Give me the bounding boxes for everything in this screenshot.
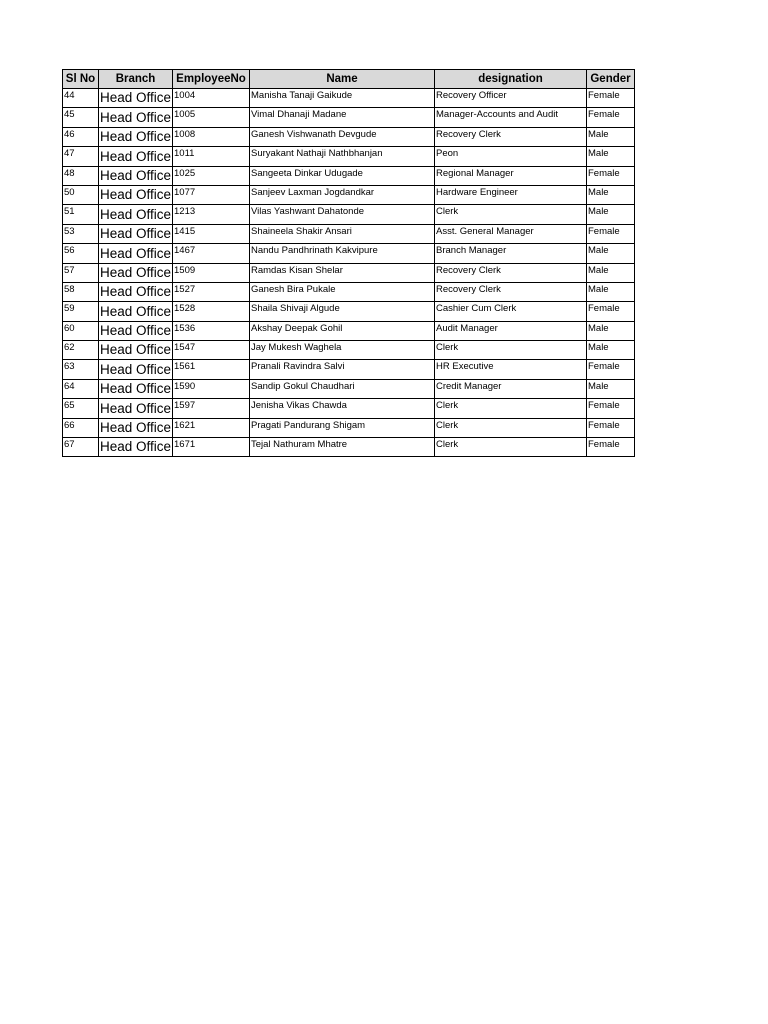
- cell-employee-no: 1025: [173, 166, 250, 185]
- cell-branch: Head Office: [99, 108, 173, 127]
- cell-gender: Female: [587, 438, 635, 457]
- cell-sl-no: 46: [63, 127, 99, 146]
- cell-gender: Male: [587, 282, 635, 301]
- cell-gender: Female: [587, 108, 635, 127]
- cell-name: Sanjeev Laxman Jogdandkar: [250, 185, 435, 204]
- header-row: [63, 70, 635, 89]
- cell-branch: Head Office: [99, 282, 173, 301]
- cell-sl-no: 64: [63, 379, 99, 398]
- cell-designation: HR Executive: [435, 360, 587, 379]
- table-row: [63, 147, 635, 166]
- cell-branch: Head Office: [99, 185, 173, 204]
- cell-sl-no: 51: [63, 205, 99, 224]
- cell-branch: Head Office: [99, 399, 173, 418]
- cell-name: Jay Mukesh Waghela: [250, 341, 435, 360]
- cell-gender: Male: [587, 205, 635, 224]
- cell-gender: Female: [587, 302, 635, 321]
- cell-employee-no: 1077: [173, 185, 250, 204]
- cell-sl-no: 58: [63, 282, 99, 301]
- table-row: [63, 302, 635, 321]
- cell-designation: Recovery Clerk: [435, 127, 587, 146]
- cell-employee-no: 1621: [173, 418, 250, 437]
- table-row: [63, 399, 635, 418]
- cell-gender: Female: [587, 360, 635, 379]
- cell-employee-no: 1008: [173, 127, 250, 146]
- cell-name: Ganesh Vishwanath Devgude: [250, 127, 435, 146]
- table-row: [63, 418, 635, 437]
- cell-sl-no: 59: [63, 302, 99, 321]
- cell-branch: Head Office: [99, 224, 173, 243]
- header-gender: Gender: [587, 70, 635, 89]
- table-header: [63, 70, 635, 89]
- cell-branch: Head Office: [99, 205, 173, 224]
- cell-employee-no: 1547: [173, 341, 250, 360]
- cell-sl-no: 50: [63, 185, 99, 204]
- cell-designation: Clerk: [435, 205, 587, 224]
- table-row: [63, 263, 635, 282]
- cell-name: Sangeeta Dinkar Udugade: [250, 166, 435, 185]
- employee-table: [62, 69, 635, 457]
- cell-gender: Male: [587, 379, 635, 398]
- cell-name: Ramdas Kisan Shelar: [250, 263, 435, 282]
- table-row: [63, 341, 635, 360]
- table-row: [63, 244, 635, 263]
- cell-gender: Male: [587, 321, 635, 340]
- cell-gender: Female: [587, 89, 635, 108]
- cell-designation: Asst. General Manager: [435, 224, 587, 243]
- cell-designation: Clerk: [435, 418, 587, 437]
- cell-employee-no: 1536: [173, 321, 250, 340]
- cell-name: Ganesh Bira Pukale: [250, 282, 435, 301]
- cell-employee-no: 1004: [173, 89, 250, 108]
- cell-employee-no: 1467: [173, 244, 250, 263]
- cell-employee-no: 1011: [173, 147, 250, 166]
- cell-gender: Male: [587, 147, 635, 166]
- cell-branch: Head Office: [99, 321, 173, 340]
- cell-name: Sandip Gokul Chaudhari: [250, 379, 435, 398]
- cell-sl-no: 66: [63, 418, 99, 437]
- cell-designation: Regional Manager: [435, 166, 587, 185]
- cell-sl-no: 57: [63, 263, 99, 282]
- cell-branch: Head Office: [99, 418, 173, 437]
- cell-designation: Cashier Cum Clerk: [435, 302, 587, 321]
- cell-gender: Female: [587, 166, 635, 185]
- table-row: [63, 360, 635, 379]
- cell-gender: Female: [587, 418, 635, 437]
- cell-name: Akshay Deepak Gohil: [250, 321, 435, 340]
- cell-sl-no: 47: [63, 147, 99, 166]
- table-row: [63, 185, 635, 204]
- cell-branch: Head Office: [99, 360, 173, 379]
- header-employee-no: EmployeeNo: [173, 70, 250, 89]
- cell-designation: Recovery Clerk: [435, 263, 587, 282]
- cell-sl-no: 67: [63, 438, 99, 457]
- table-row: [63, 127, 635, 146]
- cell-sl-no: 60: [63, 321, 99, 340]
- table-body: [63, 89, 635, 457]
- cell-employee-no: 1590: [173, 379, 250, 398]
- table-row: [63, 438, 635, 457]
- cell-designation: Recovery Officer: [435, 89, 587, 108]
- table-row: [63, 321, 635, 340]
- cell-designation: Clerk: [435, 341, 587, 360]
- cell-name: Vilas Yashwant Dahatonde: [250, 205, 435, 224]
- cell-name: Tejal Nathuram Mhatre: [250, 438, 435, 457]
- cell-gender: Male: [587, 341, 635, 360]
- cell-employee-no: 1213: [173, 205, 250, 224]
- table-row: [63, 224, 635, 243]
- table-row: [63, 205, 635, 224]
- cell-branch: Head Office: [99, 244, 173, 263]
- cell-name: Manisha Tanaji Gaikude: [250, 89, 435, 108]
- cell-sl-no: 62: [63, 341, 99, 360]
- cell-branch: Head Office: [99, 89, 173, 108]
- cell-sl-no: 63: [63, 360, 99, 379]
- cell-employee-no: 1005: [173, 108, 250, 127]
- cell-employee-no: 1415: [173, 224, 250, 243]
- cell-designation: Manager-Accounts and Audit: [435, 108, 587, 127]
- cell-name: Shaila Shivaji Algude: [250, 302, 435, 321]
- cell-sl-no: 65: [63, 399, 99, 418]
- cell-gender: Male: [587, 127, 635, 146]
- cell-designation: Peon: [435, 147, 587, 166]
- cell-sl-no: 53: [63, 224, 99, 243]
- cell-name: Shaineela Shakir Ansari: [250, 224, 435, 243]
- table-row: [63, 379, 635, 398]
- cell-gender: Male: [587, 244, 635, 263]
- cell-branch: Head Office: [99, 263, 173, 282]
- cell-designation: Audit Manager: [435, 321, 587, 340]
- cell-designation: Clerk: [435, 399, 587, 418]
- cell-employee-no: 1509: [173, 263, 250, 282]
- cell-employee-no: 1671: [173, 438, 250, 457]
- cell-designation: Branch Manager: [435, 244, 587, 263]
- cell-branch: Head Office: [99, 438, 173, 457]
- cell-designation: Clerk: [435, 438, 587, 457]
- cell-employee-no: 1561: [173, 360, 250, 379]
- cell-gender: Female: [587, 224, 635, 243]
- cell-employee-no: 1528: [173, 302, 250, 321]
- cell-gender: Male: [587, 263, 635, 282]
- table-row: [63, 166, 635, 185]
- cell-name: Pragati Pandurang Shigam: [250, 418, 435, 437]
- cell-employee-no: 1597: [173, 399, 250, 418]
- cell-gender: Female: [587, 399, 635, 418]
- header-branch: Branch: [99, 70, 173, 89]
- cell-name: Suryakant Nathaji Nathbhanjan: [250, 147, 435, 166]
- header-designation: designation: [435, 70, 587, 89]
- cell-branch: Head Office: [99, 127, 173, 146]
- cell-branch: Head Office: [99, 379, 173, 398]
- cell-name: Jenisha Vikas Chawda: [250, 399, 435, 418]
- cell-branch: Head Office: [99, 341, 173, 360]
- cell-designation: Credit Manager: [435, 379, 587, 398]
- cell-branch: Head Office: [99, 166, 173, 185]
- cell-sl-no: 56: [63, 244, 99, 263]
- cell-branch: Head Office: [99, 302, 173, 321]
- table-row: [63, 282, 635, 301]
- table-row: [63, 89, 635, 108]
- cell-name: Vimal Dhanaji Madane: [250, 108, 435, 127]
- header-sl-no: Sl No: [63, 70, 99, 89]
- header-name: Name: [250, 70, 435, 89]
- cell-designation: Recovery Clerk: [435, 282, 587, 301]
- cell-sl-no: 48: [63, 166, 99, 185]
- cell-gender: Male: [587, 185, 635, 204]
- cell-name: Pranali Ravindra Salvi: [250, 360, 435, 379]
- cell-employee-no: 1527: [173, 282, 250, 301]
- table-row: [63, 108, 635, 127]
- cell-branch: Head Office: [99, 147, 173, 166]
- cell-sl-no: 45: [63, 108, 99, 127]
- cell-sl-no: 44: [63, 89, 99, 108]
- cell-designation: Hardware Engineer: [435, 185, 587, 204]
- cell-name: Nandu Pandhrinath Kakvipure: [250, 244, 435, 263]
